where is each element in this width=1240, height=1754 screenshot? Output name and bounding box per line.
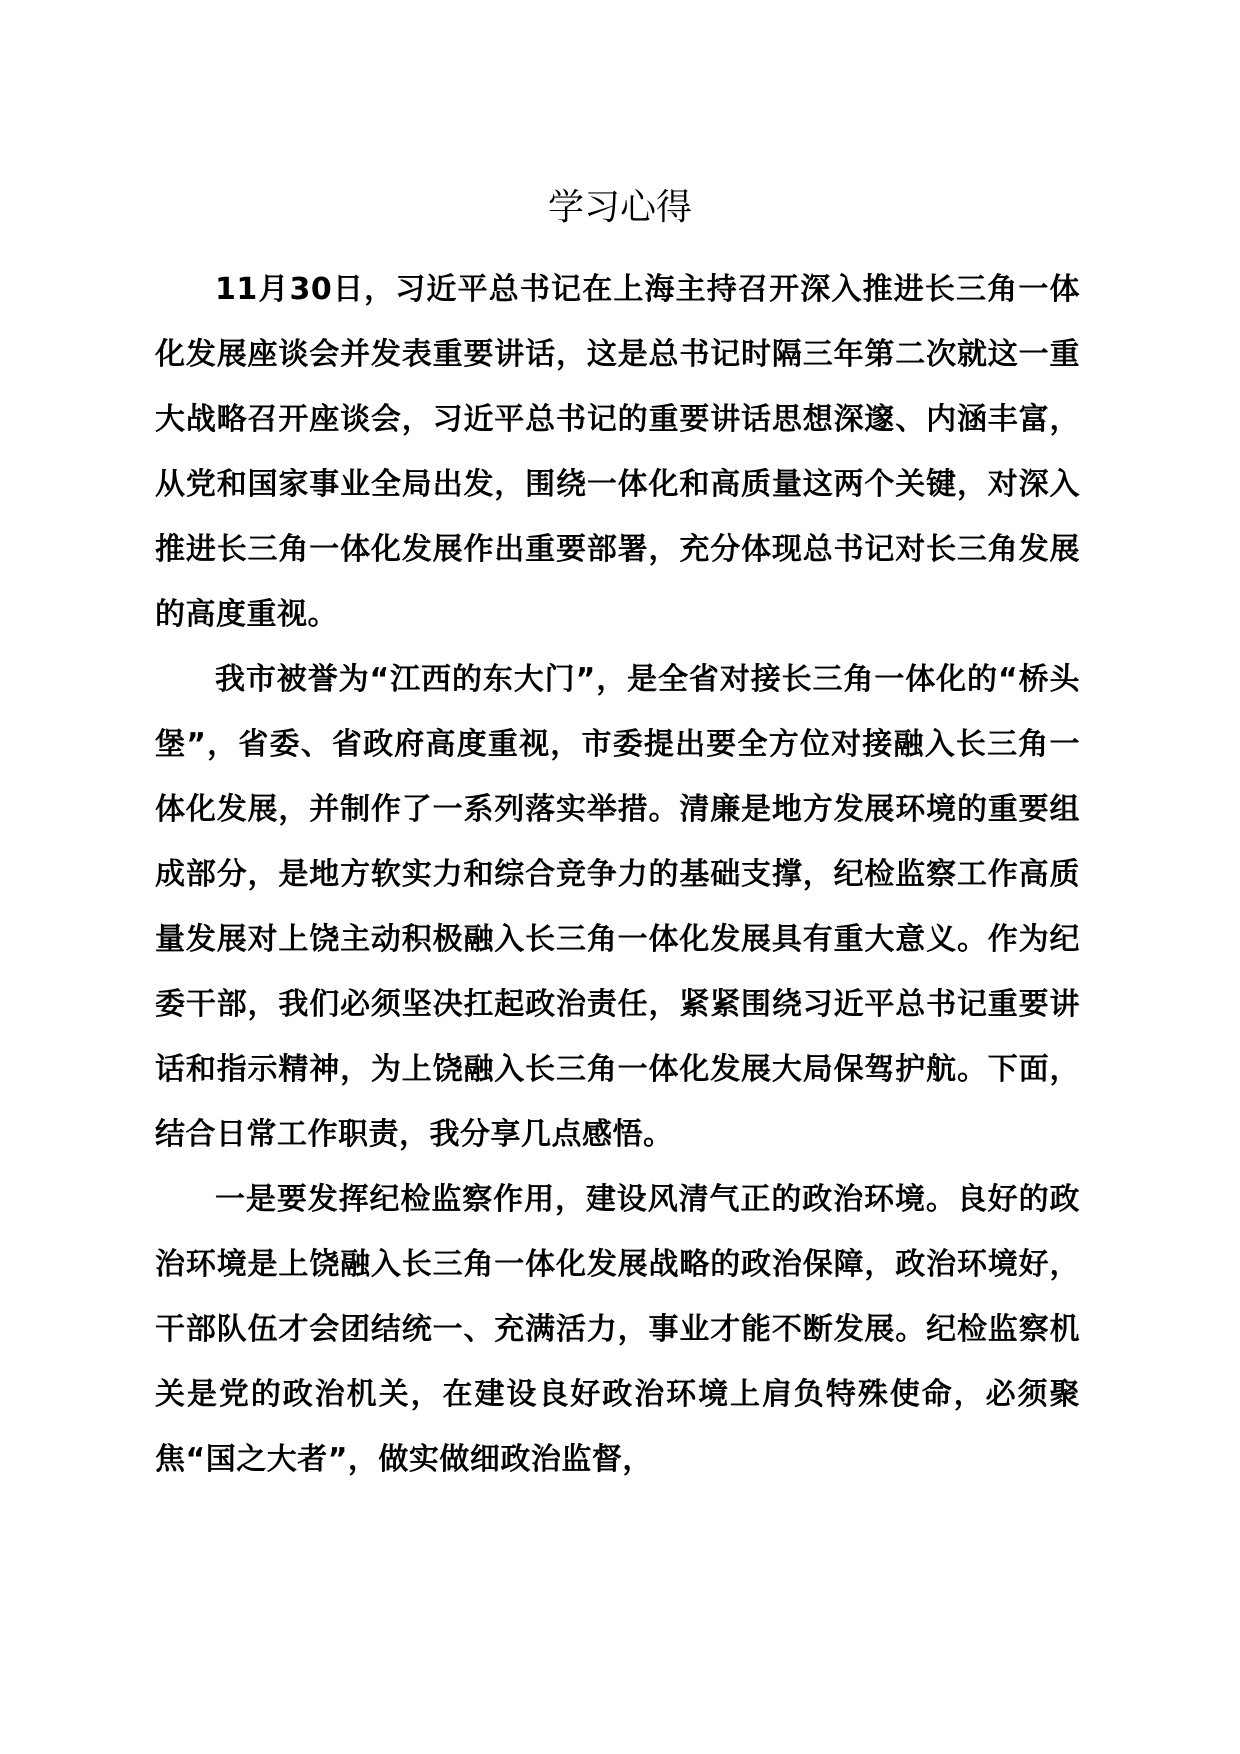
document-title: 学习心得 bbox=[547, 187, 692, 228]
document-body bbox=[155, 257, 1080, 1492]
paragraph-1: 11月30日，习近平总书记在上海主持召开深入推进长三角一体化发展座谈会并发表重要讲话，这是总书记时隔三年第二次就这一重大战略召开座谈会，习近平总书记的重要讲话思想深邃、内涵丰富，从党和国家事业全局出发，围绕一体化和高质量这两个关键，对深入推进长三角一体化发展作出重要部署，充分体现总书记对长三角发展的高度重视。 bbox=[155, 272, 1080, 632]
paragraph-2: 我市被誉为“江西的东大门”，是全省对接长三角一体化的“桥头堡”，省委、省政府高度重视，市委提出要全方位对接融入长三角一体化发展，并制作了一系列落实举措。清廉是地方发展环境的重要组成部分，是地方软实力和综合竞争力的基础支撑，纪检监察工作高质量发展对上饶主动积极融入长三角一体化发展具有重大意义。作为纪委干部，我们必须坚决扛起政治责任，紧紧围绕习近平总书记重要讲话和指示精神，为上饶融入长三角一体化发展大局保驾护航。下面，结合日常工作职责，我分享几点感悟。 bbox=[155, 662, 1080, 1152]
paragraph-3: 一是要发挥纪检监察作用，建设风清气正的政治环境。良好的政治环境是上饶融入长三角一体化发展战略的政治保障，政治环境好，干部队伍才会团结统一、充满活力，事业才能不断发展。纪检监察机关是党的政治机关，在建设良好政治环境上肩负特殊使命，必须聚焦“国之大者”，做实做细政治监督， bbox=[155, 1182, 1080, 1477]
